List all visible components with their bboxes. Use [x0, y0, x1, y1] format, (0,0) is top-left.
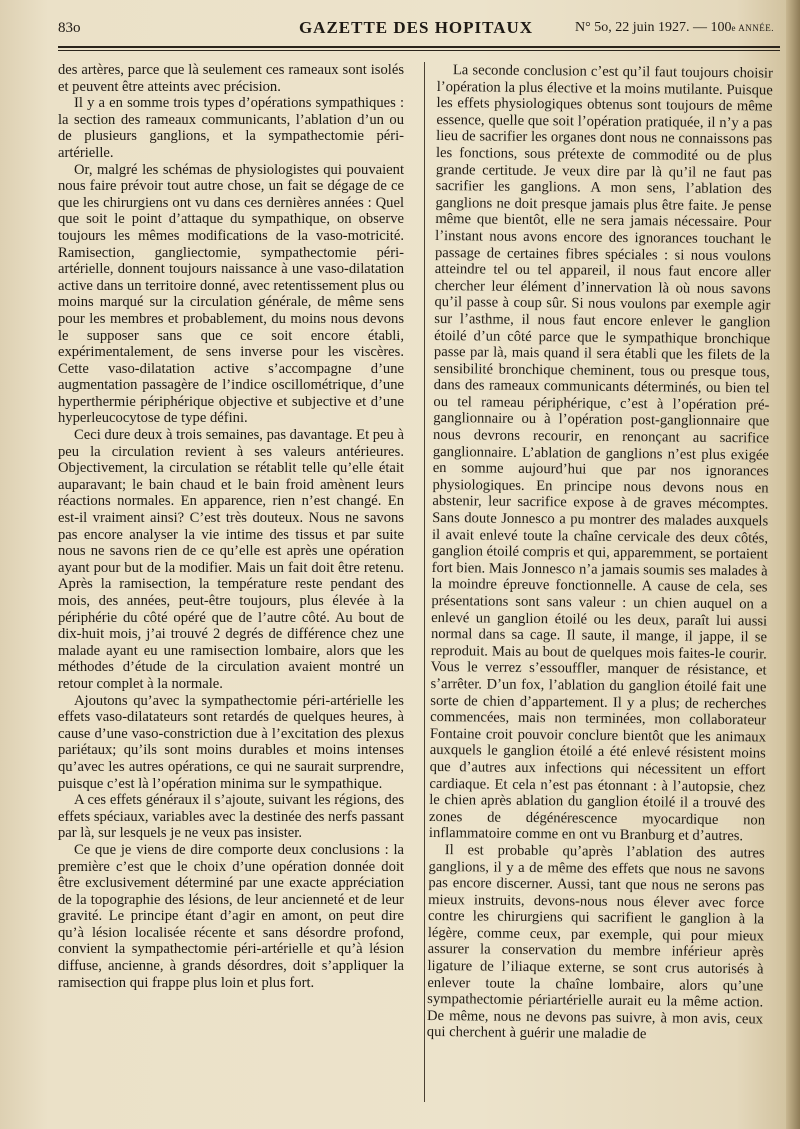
journal-title: GAZETTE DES HOPITAUX — [298, 18, 534, 37]
issue-suffix: e ANNÉE. — [731, 23, 774, 33]
left-column — [58, 62, 404, 991]
paragraph: des artères, parce que là seulement ces rameaux sont isolés et peuvent être atteints avec précision. — [58, 62, 404, 95]
paragraph: Ajoutons qu’avec la sympathectomie péri-artérielle les effets vaso-dilatateurs sont retardés de quelques heures, à cause d’une vaso-constriction due à l’excitation des plexus pariétaux; qu’ils sont moins durables et moins intenses qu’avec les autres opérations, ce qui ne saurait surprendre, puisque c’est là l’opération minima sur le sympathique. — [58, 692, 404, 792]
issue-main: N° 5o, 22 juin 1927. — 100 — [575, 20, 732, 35]
paragraph: A ces effets généraux il s’ajoute, suivant les régions, des effets spéciaux, variables avec la destinée des nerfs passant par là, sur lesquels je ne veux pas insister. — [58, 792, 404, 842]
page-number: 83o — [58, 20, 81, 36]
header-rule-thin — [58, 50, 780, 51]
right-column — [427, 62, 773, 1044]
paragraph: Ce que je viens de dire comporte deux conclusions : la première c’est que le choix d’une opération donnée doit être exclusivement déterminé par une exacte appréciation de la topographie des lésions, de leur ancienneté et de leur gravité. Le principe étant d’agir en amont, on peut dire qu’à lésion localisée récente et sans désordre profond, convient la sympathectomie péri-artérielle et qu’à lésion diffuse, ancienne, à grands désordres, doit s’appliquer la ramisection qui frappe plus loin et plus fort. — [58, 841, 404, 991]
paragraph: Il est probable qu’après l’ablation des autres ganglions, il y a de même des effets que nous ne savons pas encore discerner. Aussi, tant que nous ne serons pas mieux instruits, devons-nous nous élever avec force contre les chirurgiens qui sacrifient le ganglion à la légère, comme ceux, par exemple, qui pour mieux assurer la conservation du membre inférieur après ligature de l’iliaque externe, se sont crus autorisés à enlever toute la chaîne lombaire, alors qu’une sympathectomie périartérielle aurait eu la même action. De même, nous ne devons pas suivre, à mon avis, ceux qui cherchent à guérir une maladie de — [426, 842, 765, 1043]
header-rule-thick — [58, 46, 780, 48]
column-divider — [424, 62, 425, 1102]
paragraph: La seconde conclusion c’est qu’il faut toujours choisir l’opération la plus élective et la moins mutilante. Puisque les effets physiologiques obtenus sont toujours de même essence, quelle que soit l’opération pratiquée, il n’y a pas lieu de sacrifier les organes dont nous ne connaissons pas les fonctions, sous prétexte de commodité ou de plus grande certitude. Je veux dire par là qu’il ne faut pas sacrifier les ganglions. A mon sens, l’ablation des ganglions ne doit presque jamais plus être faite. Je pense même que bientôt, elle ne sera jamais nécessaire. Pour l’instant nous avons encore des ignorances touchant le passage de certaines fibres spéciales : si nous voulons atteindre tel ou tel appareil, il nous faut encore aller chercher leur élément d’innervation là où nous savons qu’il passe à coup sûr. Si nous voulons par exemple agir sur l’asthme, il nous faut encore enlever le ganglion étoilé d’un côté parce que le sympathique bronchique passe par là, mais quand il sera établi que les filets de la sensibilité bronchique cheminent, tous ou presque tous, dans des rameaux communicants déterminés, ou bien tel ou tel rameau périphérique, c’est à l’opération pré-ganglionnaire ou à l’opération post-ganglionnaire que nous devrons recourir, en renonçant au sacrifice ganglionnaire. L’ablation de ganglions n’est plus exigée en somme aujourd’hui que par nos ignorances physiologiques. En principe nous devons nous en abstenir, leur sacrifice expose à de graves mécomptes. Sans doute Jonnesco a pu montrer des malades auxquels il avait enlevé toute la chaîne cervicale des deux côtés, ganglion étoilé compris et qui, apparemment, se portaient fort bien. Mais Jonnesco n’a jamais soumis ses malades à la moindre épreuve fonctionnelle. A cause de cela, ses présentations sont sans valeur : un chien auquel on a enlevé un ganglion étoilé ou les deux, paraît lui aussi normal dans sa cage. Il saute, il mange, il jappe, il se reproduit. Mais au bout de quelques mois faites-le courir. Vous le verrez s’essouffler, manquer de résistance, et s’arrêter. D’un fox, l’ablation du ganglion étoilé fait une sorte de chien d’appartement. Il y a plus; de recherches commencées, mais non terminées, mon collaborateur Fontaine croit pouvoir conclure bientôt que les animaux auxquels le ganglion étoilé a été enlevé résistent moins que d’autres aux infections qui nécessitent un effort cardiaque. Et cela n’est pas étonnant : à l’autopsie, chez le chien après ablation du ganglion étoilé il a trouvé des zones de dégénérescence myocardique non inflammatoire comme en ont vu Branburg et d’autres. — [428, 62, 773, 845]
paragraph: Il y a en somme trois types d’opérations sympathiques : la section des rameaux communicants, l’ablation d’un ou de plusieurs ganglions, et la sympathectomie péri-artérielle. — [58, 95, 404, 161]
issue-info — [575, 20, 774, 36]
paragraph: Ceci dure deux à trois semaines, pas davantage. Et peu à peu la circulation revient à ses valeurs antérieures. Objectivement, la circulation se rétablit telle qu’elle était auparavant; le bain chaud et le bain froid amènent leurs réactions normales. En apparence, rien n’est changé. En est-il vraiment ainsi? C’est très douteux. Nous ne savons pas encore analyser la vie intime des tissus et par suite nous ne savons rien de ce qu’elle est après une opération ayant pour but de la modifier. Mais un fait doit être retenu. Après la ramisection, la température reste pendant des mois, des années, peut-être toujours, plus élevée à la périphérie du côté opéré que de l’autre côté. Au bout de dix-huit mois, j’ai trouvé 2 degrés de différence chez une malade ayant eu une ramisection lombaire, alors que les méthodes d’étude de la circulation avaient montré un retour complet à la normale. — [58, 427, 404, 692]
paragraph: Or, malgré les schémas de physiologistes qui pouvaient nous faire prévoir tout autre chose, un fait se dégage de ce que les chirurgiens ont vu dans ces dernières années : Quel que soit le point d’attaque du sympathique, on observe toujours les mêmes modifications de la vaso-motricité. Ramisection, gangliectomie, sympathectomie péri-artérielle, donnent toujours naissance à une vaso-dilatation active dans un territoire donné, avec retentissement plus ou moins marqué sur la circulation générale, de même sens pour les membres et probablement, du moins nous devons le supposer sans que ce soit encore établi, expérimentalement, de sens inverse pour les viscères. Cette vaso-dilatation active s’accompagne d’une augmentation passagère de l’indice oscillométrique, d’une hyperthermie périphérique objective et subjective et d’une hyperleucocytose de type défini. — [58, 161, 404, 427]
page-edge-shadow — [786, 0, 800, 1129]
page-header — [58, 18, 774, 44]
